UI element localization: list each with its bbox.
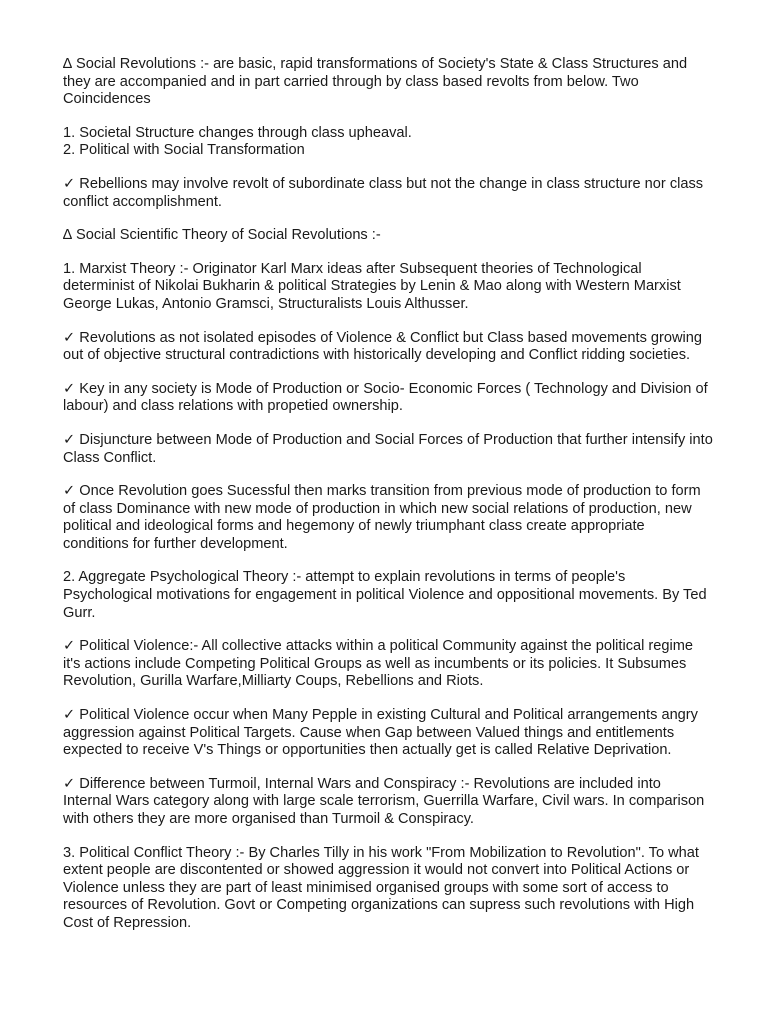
- paragraph-relative-deprivation: ✓ Political Violence occur when Many Pepple in existing Cultural and Political arrangements angry aggression against Political Targets. Cause when Gap between Valued things and entitlements expected to receive V's Things or opportunities then actually get is called Relative Deprivation.: [63, 707, 698, 759]
- list-item-coincidence-2: 2. Political with Social Transformation: [63, 142, 305, 159]
- list-item-coincidence-1: 1. Societal Structure changes through class upheaval.: [63, 124, 412, 141]
- paragraph-political-conflict-theory: 3. Political Conflict Theory :- By Charles Tilly in his work "From Mobilization to Revolution". To what extent people are discontented or showed aggression it would not convert into Political Actions or Violence unless they are part of least minimised organised groups with some sort of access to resources of Revolution. Govt or Competing organizations can supress such revolutions with High Cost of Repression.: [63, 844, 699, 931]
- paragraph-disjuncture: ✓ Disjuncture between Mode of Production and Social Forces of Production that further intensify into Class Conflict.: [63, 431, 713, 466]
- paragraph-aggregate-psychological-theory: 2. Aggregate Psychological Theory :- attempt to explain revolutions in terms of people's Psychological motivations for engagement in political Violence and oppositional movements. By Ted Gurr.: [63, 569, 707, 621]
- paragraph-marxist-theory: 1. Marxist Theory :- Originator Karl Marx ideas after Subsequent theories of Technological determinist of Nikolai Bukharin & political Strategies by Lenin & Mao along with Western Marxist George Lukas, Antonio Gramsci, Structuralists Louis Althusser.: [63, 260, 681, 312]
- document-page: [63, 56, 713, 949]
- paragraph-rebellions: ✓ Rebellions may involve revolt of subordinate class but not the change in class structure nor class conflict accomplishment.: [63, 175, 704, 210]
- paragraph-political-violence-definition: ✓ Political Violence:- All collective attacks within a political Community against the political regime it's actions include Competing Political Groups as well as incumbents or its policies. It Subsumes Revolution, Gurilla Warfare,Milliarty Coups, Rebellions and Riots.: [63, 638, 694, 690]
- paragraph-revolutions-class-movements: ✓ Revolutions as not isolated episodes of Violence & Conflict but Class based movements growing out of objective structural contradictions with historically developing and Conflict ridding societies.: [63, 329, 703, 364]
- heading-social-scientific-theory: ∆ Social Scientific Theory of Social Revolutions :-: [63, 227, 381, 244]
- paragraph-successful-revolution: ✓ Once Revolution goes Sucessful then marks transition from previous mode of production to form of class Dominance with new mode of production in which new social relations of production, new political and ideological forms and hegemony of newly triumphant class create appropriate conditions for further development.: [63, 483, 701, 552]
- paragraph-mode-of-production: ✓ Key in any society is Mode of Production or Socio- Economic Forces ( Technology and Division of labour) and class relations with propetied ownership.: [63, 380, 708, 415]
- paragraph-social-revolutions-definition: ∆ Social Revolutions :- are basic, rapid transformations of Society's State & Class Structures and they are accompanied and in part carried through by class based revolts from below. Two Coincidences: [63, 56, 688, 108]
- paragraph-turmoil-internal-wars: ✓ Difference between Turmoil, Internal Wars and Conspiracy :- Revolutions are included into Internal Wars category along with large scale terrorism, Guerrilla Warfare, Civil wars. In comparison with others they are more organised than Turmoil & Conspiracy.: [63, 775, 705, 827]
